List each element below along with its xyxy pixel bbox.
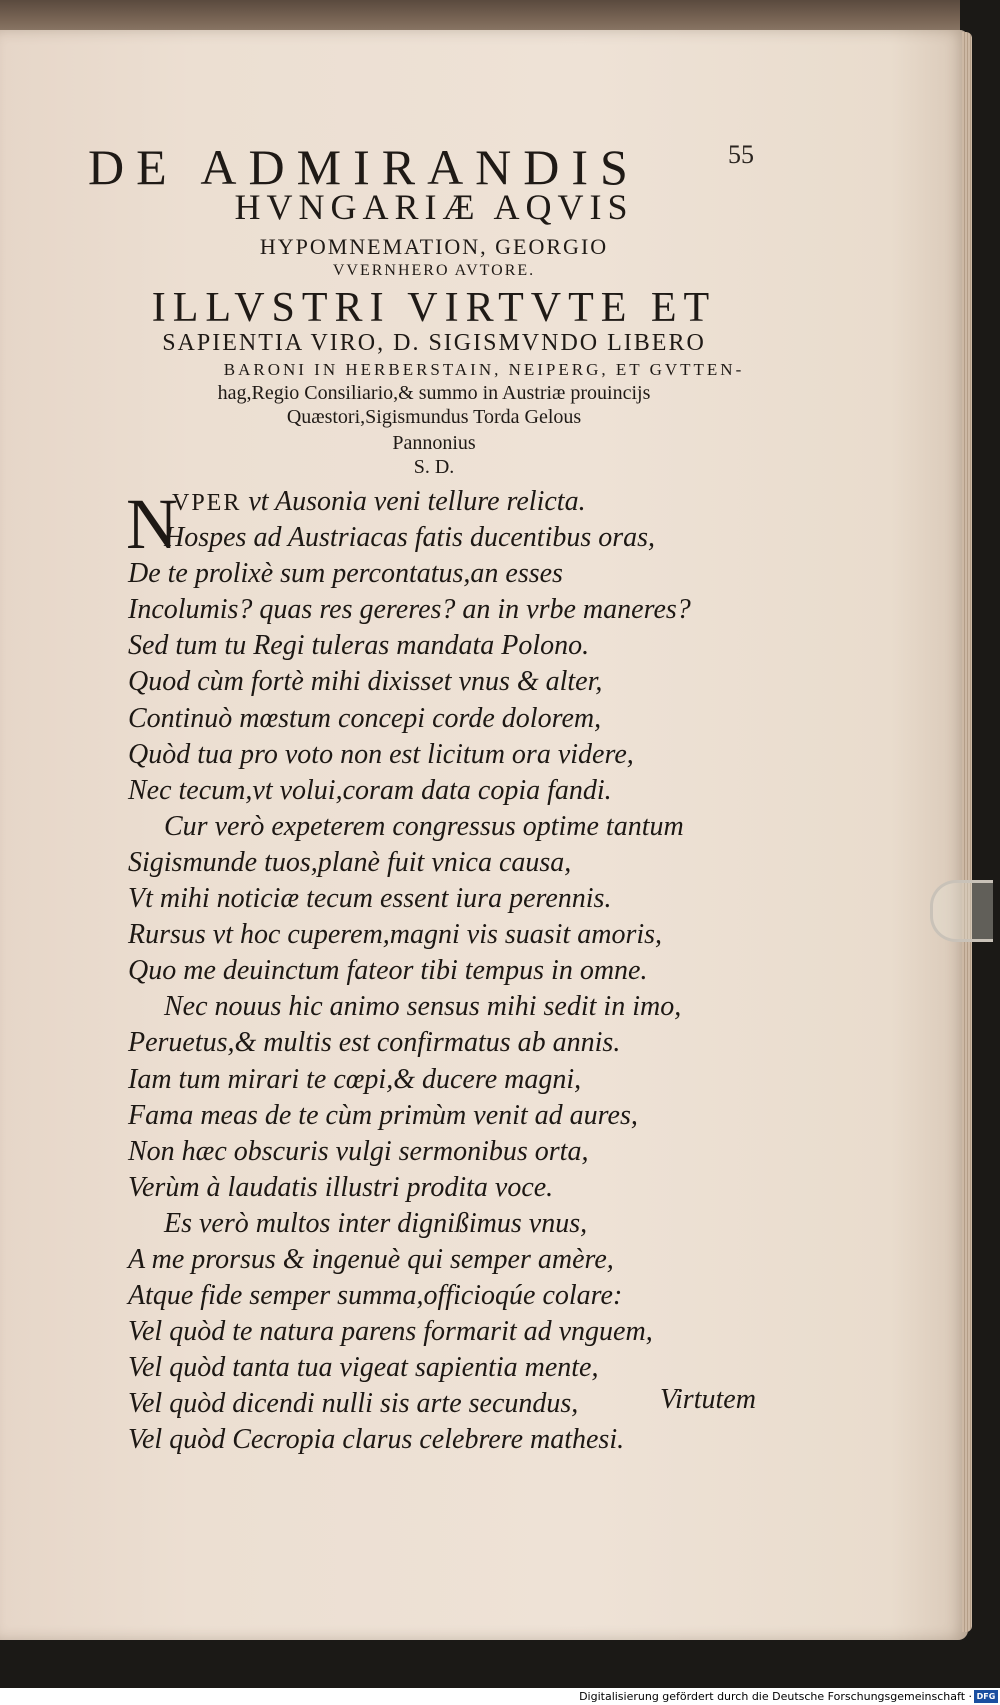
poem-line: Nec nouus hic animo sensus mihi sedit in imo,: [164, 991, 682, 1023]
poem-line: Vel quòd dicendi nulli sis arte secundus,: [128, 1388, 579, 1420]
footer: [0, 1688, 1000, 1705]
drop-cap: N: [126, 484, 178, 564]
dedication-line-7: S. D.: [413, 456, 455, 478]
poem-line: Sed tum tu Regi tuleras mandata Polono.: [128, 630, 590, 662]
dedication-line-3: BARONI IN HERBERSTAIN, NEIPERG, ET GVTTEN-: [223, 360, 745, 379]
poem-line: Vel quòd Cecropia clarus celebrere mathesi.: [128, 1424, 625, 1456]
poem-line: Quo me deuinctum fateor tibi tempus in omne.: [128, 955, 648, 987]
poem-lines: [128, 520, 818, 1458]
poem-line: De te prolixè sum percontatus,an esses: [128, 558, 563, 590]
poem-line: Peruetus,& multis est confirmatus ab annis.: [128, 1027, 621, 1059]
poem-line-first: [128, 484, 818, 520]
page-number: 55: [728, 140, 754, 169]
poem-line: Non hæc obscuris vulgi sermonibus orta,: [128, 1135, 589, 1167]
poem-line: Quod cùm fortè mihi dixisset vnus & alter,: [128, 666, 603, 698]
page-fore-edge: [962, 32, 972, 1632]
poem-line: Es verò multos inter dignißimus vnus,: [164, 1207, 588, 1239]
poem-line: Incolumis? quas res gereres? an in vrbe maneres?: [128, 594, 691, 626]
catchword: Virtutem: [660, 1384, 756, 1415]
footer-text: Digitalisierung gefördert durch die Deutsche Forschungsgemeinschaft ·: [579, 1690, 972, 1703]
poem-first-word: VPER: [172, 490, 242, 516]
poem-line: Iam tum mirari te cœpi,& ducere magni,: [128, 1063, 582, 1095]
dedication-line-5: Quæstori,Sigismundus Torda Gelous: [286, 406, 582, 428]
title-line-4: VVERNHERO AVTORE.: [332, 262, 536, 279]
dedication-line-2: SAPIENTIA VIRO, D. SIGISMVNDO LIBERO: [162, 330, 706, 356]
poem-line: Vt mihi noticiæ tecum essent iura perennis.: [128, 883, 612, 915]
poem-line: Fama meas de te cùm primùm venit ad aures,: [128, 1099, 638, 1131]
poem-line: Verùm à laudatis illustri prodita voce.: [128, 1171, 554, 1203]
title-line-1: DE ADMIRANDIS: [88, 139, 640, 195]
title-line-3: HYPOMNEMATION, GEORGIO: [259, 234, 609, 259]
poem-line: Cur verò expeterem congressus optime tantum: [164, 810, 684, 842]
poem-first-line-rest: vt Ausonia veni tellure relicta.: [241, 486, 586, 517]
poem-line: Vel quòd te natura parens formarit ad vnguem,: [128, 1316, 653, 1348]
poem-line: Atque fide semper summa,officioqúe colare:: [128, 1280, 623, 1312]
poem-line: Continuò mœstum concepi corde dolorem,: [128, 702, 602, 734]
title-line-2: HVNGARIÆ AQVIS: [234, 187, 634, 227]
poem-line: Rursus vt hoc cuperem,magni vis suasit amoris,: [128, 919, 663, 951]
poem-line: A me prorsus & ingenuè qui semper amère,: [128, 1243, 614, 1275]
dedication-line-6: Pannonius: [392, 432, 476, 454]
book-top-edge: [0, 0, 960, 34]
dedication-line-1: ILLVSTRI VIRTVTE ET: [151, 285, 717, 331]
poem-line: Quòd tua pro voto non est licitum ora videre,: [128, 738, 634, 770]
dfg-logo: DFG: [974, 1690, 998, 1703]
poem: [128, 484, 818, 1459]
paper-clip-icon: [930, 880, 993, 942]
poem-line: Vel quòd tanta tua vigeat sapientia mente,: [128, 1352, 599, 1384]
dedication-line-4: hag,Regio Consiliario,& summo in Austriæ prouincijs: [217, 382, 651, 404]
poem-line: Hospes ad Austriacas fatis ducentibus oras,: [164, 522, 656, 554]
poem-line: Nec tecum,vt volui,coram data copia fandi.: [128, 774, 612, 806]
poem-line: Sigismunde tuos,planè fuit vnica causa,: [128, 846, 572, 878]
